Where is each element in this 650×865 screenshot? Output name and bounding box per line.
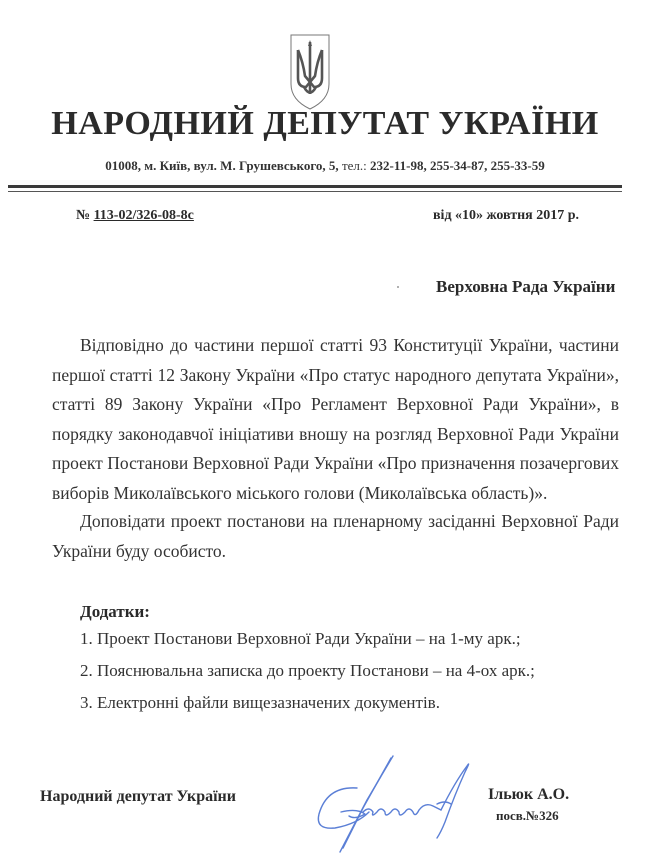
tel-label: тел.: — [341, 158, 367, 173]
signatory-name: Ільюк А.О. — [488, 786, 570, 803]
body-paragraph-2: Доповідати проект постанови на пленарному засіданні Верховної Ради України буду особисто. — [52, 511, 619, 561]
signatory-role: Народний депутат України — [40, 788, 236, 805]
reference-number — [76, 208, 194, 224]
scan-speck — [397, 286, 399, 288]
attachment-item: 2. Пояснювальна записка до проекту Постанови – на 4-ох арк.; — [80, 661, 535, 680]
letter-date: від «10» жовтня 2017 р. — [433, 208, 580, 223]
attachments-heading: Додатки: — [80, 602, 150, 621]
letterhead-address — [0, 158, 650, 174]
trident-coat-of-arms-icon — [288, 32, 332, 112]
letterhead-divider-thin — [8, 191, 622, 192]
letterhead-title: НАРОДНИЙ ДЕПУТАТ УКРАЇНИ — [51, 105, 599, 142]
address-text: 01008, м. Київ, вул. М. Грушевського, 5, — [105, 158, 339, 173]
letterhead-divider-thick — [8, 185, 622, 188]
handwritten-signature-icon — [305, 752, 475, 857]
signatory-certificate: посв.№326 — [496, 808, 559, 823]
body-paragraph-1: Відповідно до частини першої статті 93 Конституції України, частини першої статті 12 Закону України «Про статус народного депутата України», статті 89 Закону України «Про Регламент Верховної Ради України», в порядку законодавчої ініціативи вношу на розгляд Верховної Ради України проект Постанови Верховної Ради України «Про призначення позачергових виборів Миколаївського міського голови (Миколаївська область)». — [52, 335, 619, 503]
phone-numbers: 232-11-98, 255-34-87, 255-33-59 — [370, 158, 545, 173]
attachment-item: 3. Електронні файли вищезазначених документів. — [80, 693, 440, 712]
number-sign: № — [76, 208, 91, 223]
attachment-item: 1. Проект Постанови Верховної Ради України – на 1-му арк.; — [80, 629, 521, 648]
reference-number-value: 113-02/326-08-8с — [93, 208, 194, 223]
addressee: Верховна Рада України — [436, 277, 616, 296]
